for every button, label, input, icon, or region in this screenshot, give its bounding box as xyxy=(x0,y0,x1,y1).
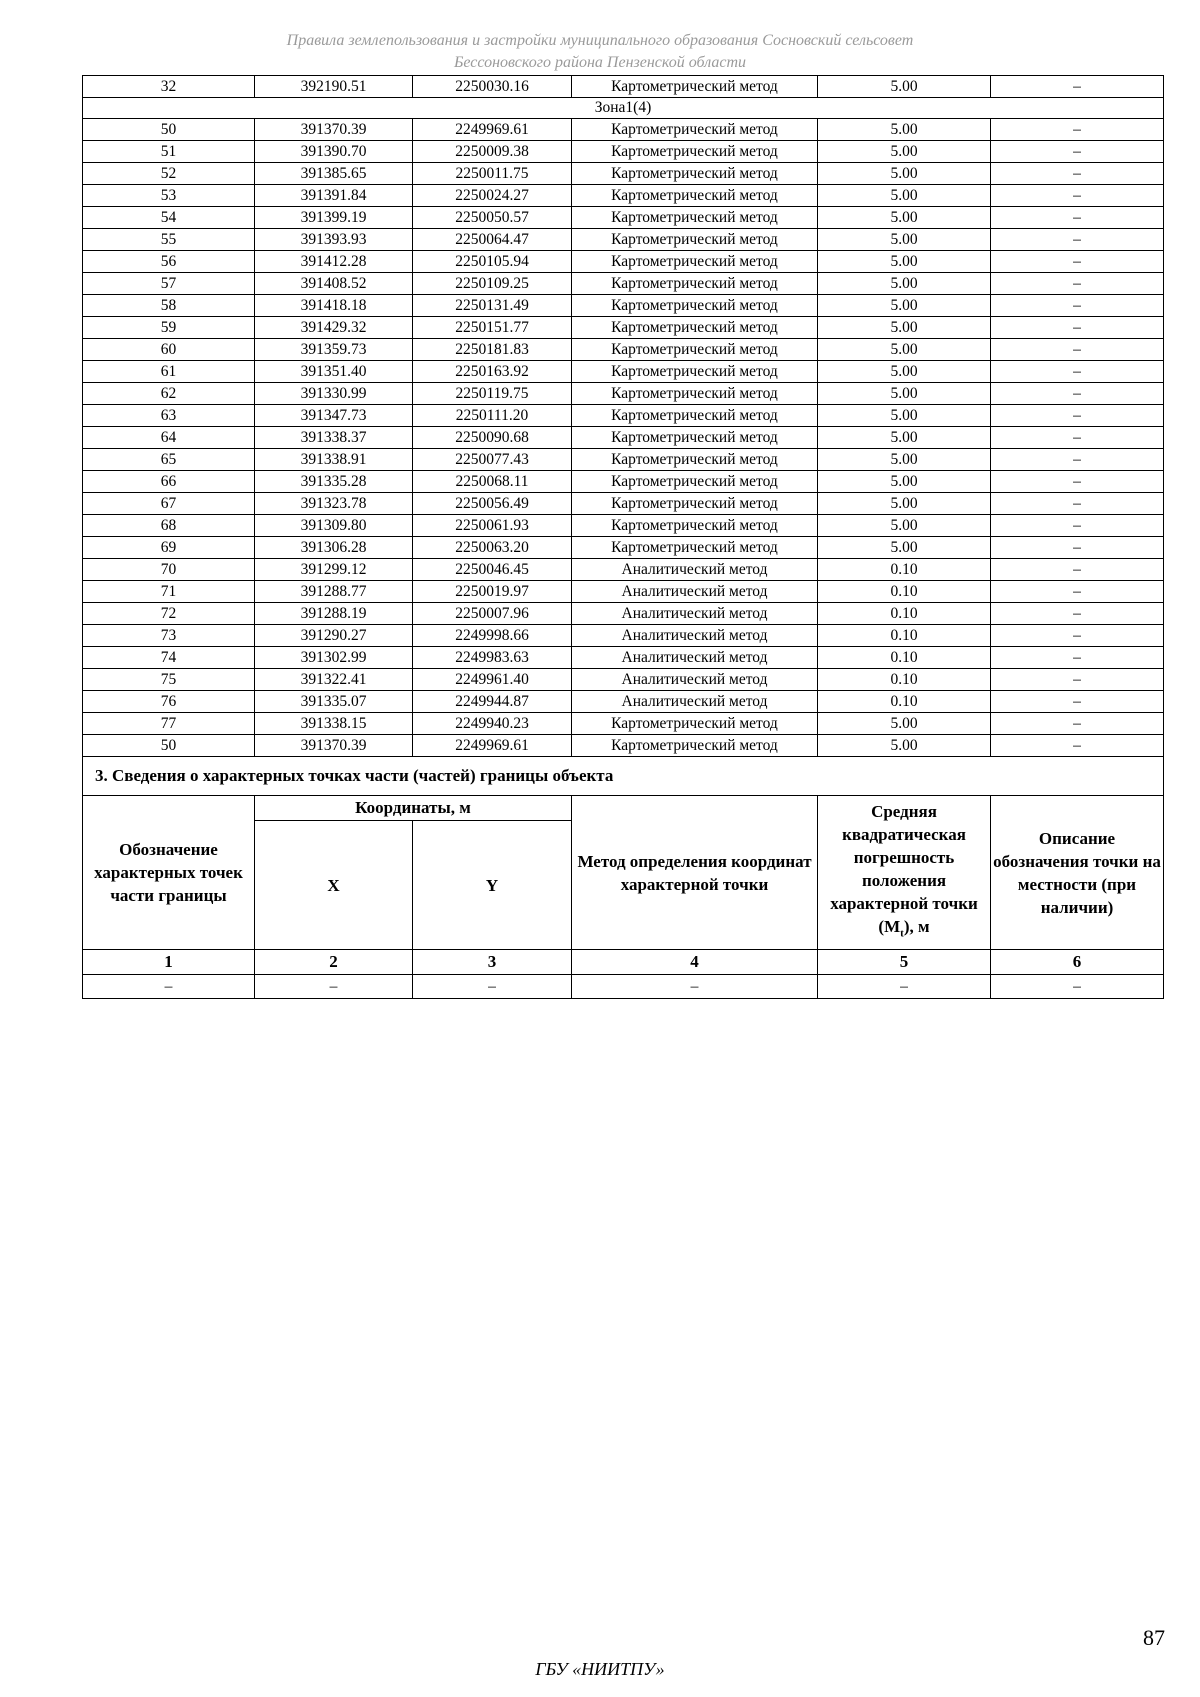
description-cell: – xyxy=(991,471,1164,493)
empty-cell: – xyxy=(255,975,413,999)
table-row xyxy=(83,735,1164,757)
point-number-cell: 67 xyxy=(83,493,255,515)
method-cell: Картометрический метод xyxy=(572,76,818,98)
error-cell: 5.00 xyxy=(818,229,991,251)
x-coordinate-cell: 391323.78 xyxy=(255,493,413,515)
x-coordinate-cell: 391429.32 xyxy=(255,317,413,339)
method-cell: Картометрический метод xyxy=(572,141,818,163)
table-row xyxy=(83,141,1164,163)
description-cell: – xyxy=(991,559,1164,581)
y-coordinate-cell: 2250105.94 xyxy=(413,251,572,273)
error-cell: 0.10 xyxy=(818,603,991,625)
method-cell: Картометрический метод xyxy=(572,493,818,515)
zone-row xyxy=(83,98,1164,119)
method-cell: Картометрический метод xyxy=(572,471,818,493)
table-row xyxy=(83,647,1164,669)
y-coordinate-cell: 2250009.38 xyxy=(413,141,572,163)
method-cell: Картометрический метод xyxy=(572,735,818,757)
y-coordinate-cell: 2250007.96 xyxy=(413,603,572,625)
x-coordinate-cell: 391399.19 xyxy=(255,207,413,229)
point-number-cell: 68 xyxy=(83,515,255,537)
table-row xyxy=(83,251,1164,273)
table-row xyxy=(83,76,1164,98)
footer-organization: ГБУ «НИИТПУ» xyxy=(535,1659,665,1679)
error-header: Средняя квадратическая погрешность положения характерной точки $(M_t)$, м xyxy=(818,796,991,950)
table-row xyxy=(83,383,1164,405)
y-coordinate-cell: 2249969.61 xyxy=(413,735,572,757)
point-number-cell: 51 xyxy=(83,141,255,163)
empty-cell: – xyxy=(83,975,255,999)
method-cell: Картометрический метод xyxy=(572,207,818,229)
page-number: 87 xyxy=(1143,1625,1165,1650)
point-number-cell: 71 xyxy=(83,581,255,603)
description-cell: – xyxy=(991,251,1164,273)
table-row xyxy=(83,229,1164,251)
y-coordinate-cell: 2250109.25 xyxy=(413,273,572,295)
description-header: Описание обозначения точки на местности (при наличии) xyxy=(991,796,1164,950)
y-coordinate-cell: 2250056.49 xyxy=(413,493,572,515)
y-coordinate-cell: 2250050.57 xyxy=(413,207,572,229)
method-cell: Картометрический метод xyxy=(572,383,818,405)
column-number: 1 xyxy=(83,950,255,975)
error-cell: 5.00 xyxy=(818,361,991,383)
column-number: 4 xyxy=(572,950,818,975)
x-coordinate-cell: 391418.18 xyxy=(255,295,413,317)
description-cell: – xyxy=(991,163,1164,185)
empty-data-row xyxy=(83,975,1164,999)
y-coordinate-cell: 2250090.68 xyxy=(413,427,572,449)
x-coordinate-cell: 391290.27 xyxy=(255,625,413,647)
error-cell: 0.10 xyxy=(818,669,991,691)
table-row xyxy=(83,559,1164,581)
empty-cell: – xyxy=(818,975,991,999)
section3-header-row xyxy=(83,796,1164,821)
table-row xyxy=(83,471,1164,493)
empty-cell: – xyxy=(572,975,818,999)
x-coordinate-cell: 391390.70 xyxy=(255,141,413,163)
method-cell: Аналитический метод xyxy=(572,691,818,713)
description-cell: – xyxy=(991,295,1164,317)
table-row xyxy=(83,295,1164,317)
method-cell: Картометрический метод xyxy=(572,427,818,449)
error-cell: 5.00 xyxy=(818,383,991,405)
x-coordinate-cell: 391412.28 xyxy=(255,251,413,273)
x-header: X xyxy=(255,821,413,950)
x-coordinate-cell: 391338.15 xyxy=(255,713,413,735)
x-coordinate-cell: 391351.40 xyxy=(255,361,413,383)
x-coordinate-cell: 391393.93 xyxy=(255,229,413,251)
error-cell: 5.00 xyxy=(818,339,991,361)
y-coordinate-cell: 2250011.75 xyxy=(413,163,572,185)
column-number-row xyxy=(83,950,1164,975)
y-coordinate-cell: 2249998.66 xyxy=(413,625,572,647)
table-row xyxy=(83,119,1164,141)
y-coordinate-cell: 2250024.27 xyxy=(413,185,572,207)
description-cell: – xyxy=(991,229,1164,251)
y-coordinate-cell: 2249944.87 xyxy=(413,691,572,713)
description-cell: – xyxy=(991,405,1164,427)
y-coordinate-cell: 2249969.61 xyxy=(413,119,572,141)
description-cell: – xyxy=(991,581,1164,603)
table-row xyxy=(83,339,1164,361)
method-cell: Аналитический метод xyxy=(572,647,818,669)
error-cell: 5.00 xyxy=(818,207,991,229)
method-cell: Аналитический метод xyxy=(572,559,818,581)
section3-title-row xyxy=(83,757,1164,796)
error-cell: 5.00 xyxy=(818,449,991,471)
description-cell: – xyxy=(991,515,1164,537)
description-cell: – xyxy=(991,427,1164,449)
error-cell: 0.10 xyxy=(818,647,991,669)
point-number-cell: 32 xyxy=(83,76,255,98)
description-cell: – xyxy=(991,339,1164,361)
running-header-line2: Бессоновского района Пензенской области xyxy=(453,54,747,71)
column-number: 2 xyxy=(255,950,413,975)
point-number-cell: 62 xyxy=(83,383,255,405)
x-coordinate-cell: 391330.99 xyxy=(255,383,413,405)
table-row xyxy=(83,493,1164,515)
point-number-cell: 50 xyxy=(83,119,255,141)
error-cell: 5.00 xyxy=(818,405,991,427)
x-coordinate-cell: 391370.39 xyxy=(255,735,413,757)
method-cell: Картометрический метод xyxy=(572,251,818,273)
point-number-cell: 65 xyxy=(83,449,255,471)
x-coordinate-cell: 391299.12 xyxy=(255,559,413,581)
point-number-cell: 64 xyxy=(83,427,255,449)
method-cell: Аналитический метод xyxy=(572,581,818,603)
method-cell: Аналитический метод xyxy=(572,669,818,691)
method-cell: Картометрический метод xyxy=(572,361,818,383)
y-coordinate-cell: 2250181.83 xyxy=(413,339,572,361)
error-cell: 5.00 xyxy=(818,185,991,207)
point-number-cell: 77 xyxy=(83,713,255,735)
y-coordinate-cell: 2250030.16 xyxy=(413,76,572,98)
description-cell: – xyxy=(991,317,1164,339)
table-row xyxy=(83,207,1164,229)
point-number-cell: 57 xyxy=(83,273,255,295)
method-cell: Картометрический метод xyxy=(572,515,818,537)
y-coordinate-cell: 2250077.43 xyxy=(413,449,572,471)
point-number-cell: 54 xyxy=(83,207,255,229)
section3-title: 3. Сведения о характерных точках части (частей) границы объекта xyxy=(83,757,1164,796)
x-coordinate-cell: 391385.65 xyxy=(255,163,413,185)
y-coordinate-cell: 2250063.20 xyxy=(413,537,572,559)
x-coordinate-cell: 391391.84 xyxy=(255,185,413,207)
method-cell: Картометрический метод xyxy=(572,405,818,427)
table-row xyxy=(83,361,1164,383)
description-cell: – xyxy=(991,537,1164,559)
x-coordinate-cell: 391335.07 xyxy=(255,691,413,713)
empty-cell: – xyxy=(413,975,572,999)
point-number-cell: 60 xyxy=(83,339,255,361)
y-coordinate-cell: 2250151.77 xyxy=(413,317,572,339)
error-cell: 5.00 xyxy=(818,515,991,537)
y-coordinate-cell: 2250046.45 xyxy=(413,559,572,581)
x-coordinate-cell: 391338.37 xyxy=(255,427,413,449)
error-cell: 5.00 xyxy=(818,537,991,559)
y-coordinate-cell: 2249983.63 xyxy=(413,647,572,669)
method-cell: Картометрический метод xyxy=(572,163,818,185)
description-cell: – xyxy=(991,603,1164,625)
description-cell: – xyxy=(991,207,1164,229)
x-coordinate-cell: 391370.39 xyxy=(255,119,413,141)
point-number-cell: 59 xyxy=(83,317,255,339)
description-cell: – xyxy=(991,273,1164,295)
error-cell: 5.00 xyxy=(818,317,991,339)
y-coordinate-cell: 2250111.20 xyxy=(413,405,572,427)
y-coordinate-cell: 2249940.23 xyxy=(413,713,572,735)
y-coordinate-cell: 2250131.49 xyxy=(413,295,572,317)
description-cell: – xyxy=(991,735,1164,757)
table-row xyxy=(83,427,1164,449)
table-row xyxy=(83,603,1164,625)
point-number-cell: 69 xyxy=(83,537,255,559)
x-coordinate-cell: 391302.99 xyxy=(255,647,413,669)
empty-cell: – xyxy=(991,975,1164,999)
point-number-cell: 58 xyxy=(83,295,255,317)
y-coordinate-cell: 2250019.97 xyxy=(413,581,572,603)
table-row xyxy=(83,273,1164,295)
running-header-line1: Правила землепользования и застройки муниципального образования Сосновский сельсовет xyxy=(286,32,914,49)
error-cell: 0.10 xyxy=(818,625,991,647)
method-header: Метод определения координат характерной точки xyxy=(572,796,818,950)
table-row xyxy=(83,317,1164,339)
error-cell: 5.00 xyxy=(818,295,991,317)
method-cell: Картометрический метод xyxy=(572,119,818,141)
x-coordinate-cell: 391408.52 xyxy=(255,273,413,295)
x-coordinate-cell: 391338.91 xyxy=(255,449,413,471)
error-cell: 0.10 xyxy=(818,559,991,581)
column-number: 3 xyxy=(413,950,572,975)
x-coordinate-cell: 391288.19 xyxy=(255,603,413,625)
method-cell: Картометрический метод xyxy=(572,185,818,207)
point-number-cell: 70 xyxy=(83,559,255,581)
method-cell: Картометрический метод xyxy=(572,273,818,295)
method-cell: Картометрический метод xyxy=(572,339,818,361)
y-coordinate-cell: 2250119.75 xyxy=(413,383,572,405)
description-cell: – xyxy=(991,449,1164,471)
error-cell: 5.00 xyxy=(818,713,991,735)
point-number-cell: 75 xyxy=(83,669,255,691)
method-cell: Картометрический метод xyxy=(572,713,818,735)
point-number-cell: 73 xyxy=(83,625,255,647)
description-cell: – xyxy=(991,669,1164,691)
point-number-cell: 56 xyxy=(83,251,255,273)
column-number: 6 xyxy=(991,950,1164,975)
description-cell: – xyxy=(991,713,1164,735)
y-coordinate-cell: 2250064.47 xyxy=(413,229,572,251)
error-cell: 0.10 xyxy=(818,691,991,713)
y-coordinate-cell: 2250061.93 xyxy=(413,515,572,537)
error-cell: 5.00 xyxy=(818,493,991,515)
table-row xyxy=(83,185,1164,207)
y-coordinate-cell: 2249961.40 xyxy=(413,669,572,691)
table-row xyxy=(83,405,1164,427)
error-cell: 0.10 xyxy=(818,581,991,603)
table-row xyxy=(83,669,1164,691)
description-cell: – xyxy=(991,361,1164,383)
coordinates-table xyxy=(82,75,1164,999)
y-coordinate-cell: 2250163.92 xyxy=(413,361,572,383)
table-row xyxy=(83,163,1164,185)
method-cell: Картометрический метод xyxy=(572,295,818,317)
method-cell: Картометрический метод xyxy=(572,229,818,251)
coordinates-group-header: Координаты, м xyxy=(255,796,572,821)
method-cell: Аналитический метод xyxy=(572,625,818,647)
point-number-cell: 74 xyxy=(83,647,255,669)
column-number: 5 xyxy=(818,950,991,975)
zone-label: Зона1(4) xyxy=(83,98,1164,119)
x-coordinate-cell: 391322.41 xyxy=(255,669,413,691)
description-cell: – xyxy=(991,383,1164,405)
table-row xyxy=(83,713,1164,735)
table-row xyxy=(83,537,1164,559)
y-coordinate-cell: 2250068.11 xyxy=(413,471,572,493)
error-cell: 5.00 xyxy=(818,427,991,449)
point-number-cell: 63 xyxy=(83,405,255,427)
description-cell: – xyxy=(991,493,1164,515)
table-row xyxy=(83,515,1164,537)
error-cell: 5.00 xyxy=(818,251,991,273)
error-cell: 5.00 xyxy=(818,76,991,98)
description-cell: – xyxy=(991,119,1164,141)
description-cell: – xyxy=(991,647,1164,669)
description-cell: – xyxy=(991,185,1164,207)
point-number-cell: 53 xyxy=(83,185,255,207)
error-cell: 5.00 xyxy=(818,735,991,757)
x-coordinate-cell: 391306.28 xyxy=(255,537,413,559)
point-number-cell: 52 xyxy=(83,163,255,185)
error-cell: 5.00 xyxy=(818,141,991,163)
point-number-cell: 55 xyxy=(83,229,255,251)
x-coordinate-cell: 391288.77 xyxy=(255,581,413,603)
table-row xyxy=(83,449,1164,471)
error-cell: 5.00 xyxy=(818,119,991,141)
method-cell: Картометрический метод xyxy=(572,449,818,471)
y-header: Y xyxy=(413,821,572,950)
x-coordinate-cell: 391347.73 xyxy=(255,405,413,427)
table-row xyxy=(83,625,1164,647)
description-cell: – xyxy=(991,76,1164,98)
x-coordinate-cell: 392190.51 xyxy=(255,76,413,98)
error-cell: 5.00 xyxy=(818,273,991,295)
description-cell: – xyxy=(991,625,1164,647)
description-cell: – xyxy=(991,141,1164,163)
point-number-cell: 72 xyxy=(83,603,255,625)
x-coordinate-cell: 391335.28 xyxy=(255,471,413,493)
point-number-cell: 76 xyxy=(83,691,255,713)
point-number-cell: 61 xyxy=(83,361,255,383)
table-row xyxy=(83,581,1164,603)
x-coordinate-cell: 391359.73 xyxy=(255,339,413,361)
designation-header: Обозначение характерных точек части границы xyxy=(83,796,255,950)
point-number-cell: 50 xyxy=(83,735,255,757)
table-row xyxy=(83,691,1164,713)
method-cell: Картометрический метод xyxy=(572,537,818,559)
method-cell: Картометрический метод xyxy=(572,317,818,339)
method-cell: Аналитический метод xyxy=(572,603,818,625)
error-cell: 5.00 xyxy=(818,471,991,493)
description-cell: – xyxy=(991,691,1164,713)
x-coordinate-cell: 391309.80 xyxy=(255,515,413,537)
error-cell: 5.00 xyxy=(818,163,991,185)
point-number-cell: 66 xyxy=(83,471,255,493)
